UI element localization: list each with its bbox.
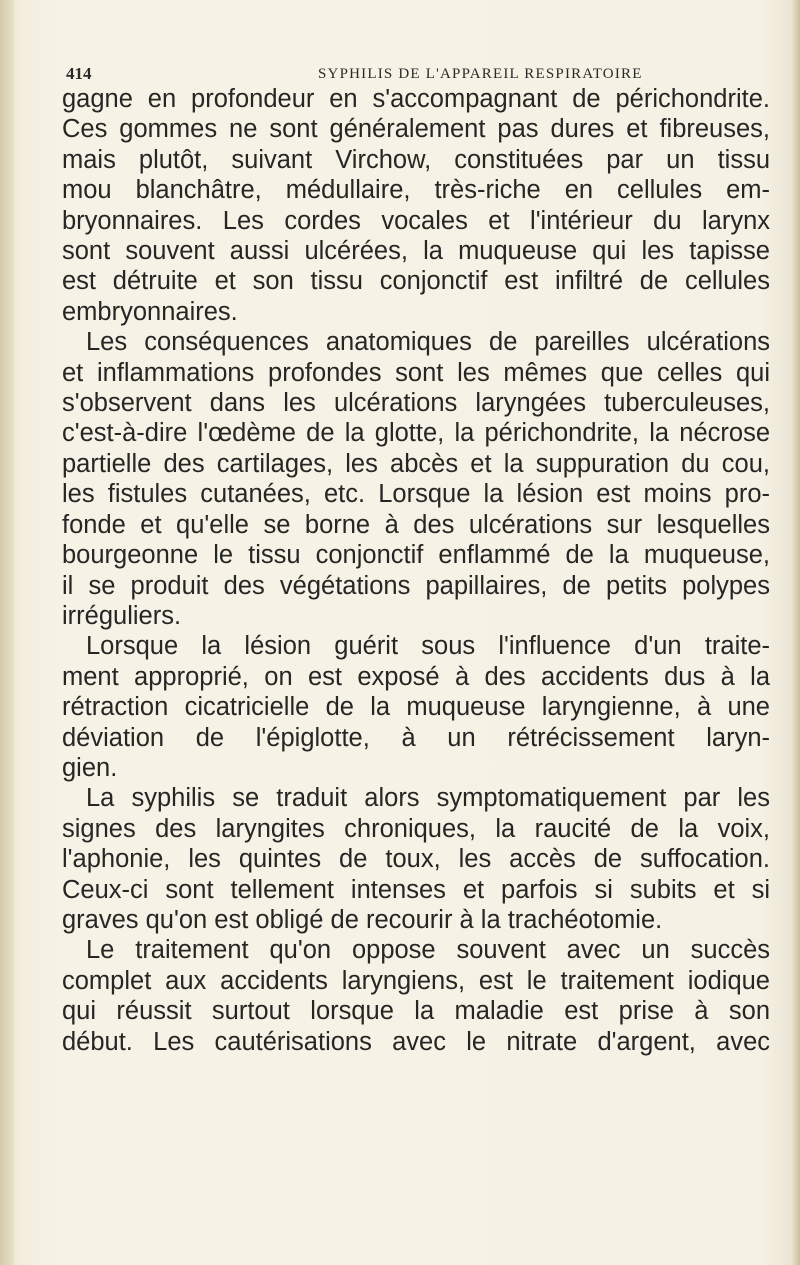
text-line: ment approprié, on est exposé à des accidents dus à la <box>62 662 770 691</box>
body-text <box>62 84 770 1057</box>
text-line: déviation de l'épiglotte, à un rétrécissement laryn- <box>62 723 770 752</box>
text-line: et inflammations profondes sont les mêmes que celles qui <box>62 358 770 387</box>
text-line: signes des laryngites chroniques, la raucité de la voix, <box>62 814 770 843</box>
text-line: embryonnaires. <box>62 297 238 326</box>
page-right-edge <box>790 0 800 1265</box>
text-line: l'aphonie, les quintes de toux, les accès de suffocation. <box>62 845 770 874</box>
text-line: La syphilis se traduit alors symptomatiquement par les <box>86 784 770 813</box>
text-line: partielle des cartilages, les abcès et la suppuration du cou, <box>62 449 770 478</box>
text-line: c'est-à-dire l'œdème de la glotte, la périchondrite, la nécrose <box>62 419 770 448</box>
page-left-edge <box>0 0 14 1265</box>
text-line: s'observent dans les ulcérations laryngées tuberculeuses, <box>62 389 770 418</box>
text-line: mais plutôt, suivant Virchow, constituées par un tissu <box>62 145 770 174</box>
text-line: les fistules cutanées, etc. Lorsque la lésion est moins pro- <box>62 480 770 509</box>
text-line: Les conséquences anatomiques de pareilles ulcérations <box>86 328 770 357</box>
text-line: Ceux-ci sont tellement intenses et parfois si subits et si <box>62 875 770 904</box>
text-line: graves qu'on est obligé de recourir à la trachéotomie. <box>62 905 663 934</box>
page-number: 414 <box>66 64 92 83</box>
text-line: qui réussit surtout lorsque la maladie est prise à son <box>62 997 770 1026</box>
text-line: Lorsque la lésion guérit sous l'influence d'un traite- <box>86 632 770 661</box>
text-line: bourgeonne le tissu conjonctif enflammé de la muqueuse, <box>62 541 770 570</box>
text-line: gien. <box>62 753 118 782</box>
text-line: est détruite et son tissu conjonctif est infiltré de cellules <box>62 267 770 296</box>
text-line: mou blanchâtre, médullaire, très-riche en cellules em- <box>62 176 770 205</box>
text-line: Ces gommes ne sont généralement pas dures et fibreuses, <box>62 115 770 144</box>
text-line: rétraction cicatricielle de la muqueuse laryngienne, à une <box>62 693 770 722</box>
text-line: il se produit des végétations papillaires, de petits polypes <box>62 571 770 600</box>
text-line: gagne en profondeur en s'accompagnant de périchondrite. <box>62 85 770 113</box>
text-line: complet aux accidents laryngiens, est le traitement iodique <box>62 966 770 995</box>
text-line: fonde et qu'elle se borne à des ulcérations sur lesquelles <box>62 510 770 539</box>
text-line: sont souvent aussi ulcérées, la muqueuse qui les tapisse <box>62 237 770 266</box>
text-line: Le traitement qu'on oppose souvent avec un succès <box>86 936 770 965</box>
text-line: irréguliers. <box>62 601 182 630</box>
running-title: SYPHILIS DE L'APPAREIL RESPIRATOIRE <box>318 66 643 82</box>
text-line: bryonnaires. Les cordes vocales et l'intérieur du larynx <box>62 206 770 235</box>
text-line: début. Les cautérisations avec le nitrate d'argent, avec <box>62 1027 770 1056</box>
